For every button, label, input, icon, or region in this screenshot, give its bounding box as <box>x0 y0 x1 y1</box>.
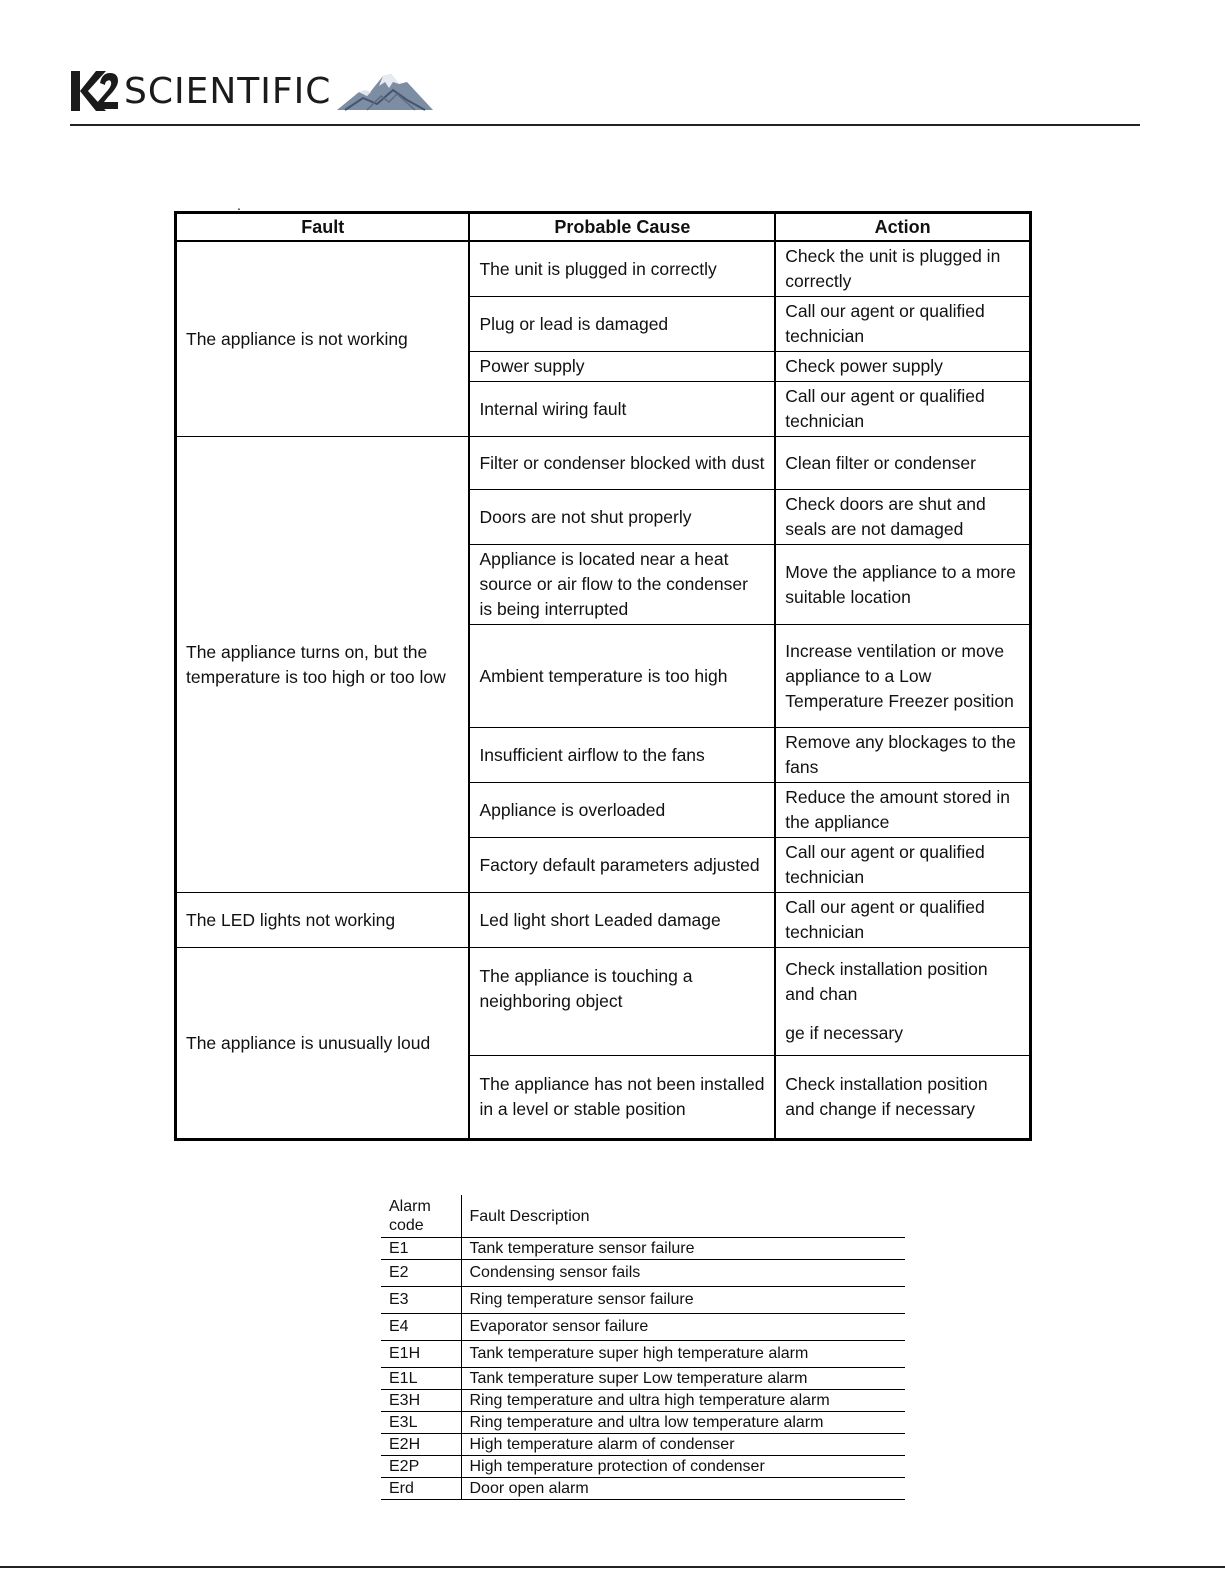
cause-cell: Plug or lead is damaged <box>469 297 775 352</box>
table-row <box>176 893 1031 948</box>
cause-cell: Internal wiring fault <box>469 382 775 437</box>
action-cell: Check the unit is plugged in correctly <box>775 241 1030 297</box>
fault-description: Condensing sensor fails <box>461 1260 905 1287</box>
fault-description: Ring temperature and ultra high temperature alarm <box>461 1390 905 1412</box>
action-cell <box>775 948 1030 1056</box>
table-row <box>381 1456 905 1478</box>
mountain-icon <box>337 70 433 112</box>
table-row <box>381 1412 905 1434</box>
fault-description: High temperature alarm of condenser <box>461 1434 905 1456</box>
k2-logo-mark-icon <box>70 69 120 113</box>
column-header-fault-description: Fault Description <box>461 1195 905 1238</box>
table-row <box>381 1341 905 1368</box>
cause-cell: The appliance has not been installed in a level or stable position <box>469 1056 775 1140</box>
table-row <box>381 1434 905 1456</box>
action-cell: Increase ventilation or move appliance to a Low Temperature Freezer position <box>775 625 1030 728</box>
fault-cell: The appliance turns on, but the temperature is too high or too low <box>176 437 470 893</box>
fault-description: Ring temperature and ultra low temperature alarm <box>461 1412 905 1434</box>
table-row <box>381 1390 905 1412</box>
fault-description: High temperature protection of condenser <box>461 1456 905 1478</box>
alarm-code: E1 <box>381 1238 461 1260</box>
table-row <box>176 241 1031 297</box>
action-cell: Check installation position and change if necessary <box>775 1056 1030 1140</box>
action-cell: Clean filter or condenser <box>775 437 1030 490</box>
table-row <box>176 437 1031 490</box>
company-logo <box>70 68 433 114</box>
action-text: Check installation position and chan <box>785 959 988 1004</box>
column-header-action: Action <box>775 213 1030 242</box>
cause-cell: Factory default parameters adjusted <box>469 838 775 893</box>
cause-cell: The appliance is touching a neighboring object <box>469 948 775 1056</box>
cause-cell: Insufficient airflow to the fans <box>469 728 775 783</box>
fault-description: Tank temperature super Low temperature alarm <box>461 1368 905 1390</box>
alarm-code: E4 <box>381 1314 461 1341</box>
alarm-code: E1H <box>381 1341 461 1368</box>
fault-cell: The LED lights not working <box>176 893 470 948</box>
fault-description: Tank temperature super high temperature alarm <box>461 1341 905 1368</box>
alarm-code: E2H <box>381 1434 461 1456</box>
alarm-code: E1L <box>381 1368 461 1390</box>
table-row <box>381 1238 905 1260</box>
fault-cell: The appliance is unusually loud <box>176 948 470 1140</box>
column-header-fault: Fault <box>176 213 470 242</box>
fault-description: Tank temperature sensor failure <box>461 1238 905 1260</box>
table-row <box>381 1478 905 1500</box>
action-cell: Call our agent or qualified technician <box>775 382 1030 437</box>
action-cell: Check doors are shut and seals are not damaged <box>775 490 1030 545</box>
alarm-header-row <box>381 1195 905 1238</box>
cause-cell: Appliance is located near a heat source or air flow to the condenser is being interrupted <box>469 545 775 625</box>
alarm-code-table <box>381 1195 905 1500</box>
column-header-alarm-code: Alarm code <box>381 1195 461 1238</box>
action-text-continued: ge if necessary <box>785 1023 903 1043</box>
cause-cell: Led light short Leaded damage <box>469 893 775 948</box>
action-cell: Reduce the amount stored in the appliance <box>775 783 1030 838</box>
action-cell: Remove any blockages to the fans <box>775 728 1030 783</box>
table-row <box>381 1260 905 1287</box>
alarm-code: Erd <box>381 1478 461 1500</box>
action-cell: Move the appliance to a more suitable location <box>775 545 1030 625</box>
table-row <box>381 1368 905 1390</box>
footer-divider <box>0 1566 1225 1568</box>
cause-cell: Filter or condenser blocked with dust <box>469 437 775 490</box>
fault-description: Evaporator sensor failure <box>461 1314 905 1341</box>
alarm-code: E2 <box>381 1260 461 1287</box>
cause-cell: Ambient temperature is too high <box>469 625 775 728</box>
action-cell: Check power supply <box>775 352 1030 382</box>
table-row <box>381 1314 905 1341</box>
cause-cell: Appliance is overloaded <box>469 783 775 838</box>
alarm-code: E2P <box>381 1456 461 1478</box>
troubleshooting-table <box>174 211 1032 1141</box>
alarm-code: E3H <box>381 1390 461 1412</box>
alarm-code: E3 <box>381 1287 461 1314</box>
table-row <box>381 1287 905 1314</box>
fault-description: Door open alarm <box>461 1478 905 1500</box>
header-divider <box>70 124 1140 126</box>
fault-cell: The appliance is not working <box>176 241 470 437</box>
column-header-cause: Probable Cause <box>469 213 775 242</box>
action-cell: Call our agent or qualified technician <box>775 297 1030 352</box>
cause-cell: Doors are not shut properly <box>469 490 775 545</box>
logo-text: SCIENTIFIC <box>124 70 332 112</box>
alarm-code: E3L <box>381 1412 461 1434</box>
action-cell: Call our agent or qualified technician <box>775 838 1030 893</box>
action-cell: Call our agent or qualified technician <box>775 893 1030 948</box>
table-row <box>176 948 1031 1056</box>
table-header-row <box>176 213 1031 242</box>
cause-cell: Power supply <box>469 352 775 382</box>
stray-dot: . <box>237 197 241 213</box>
cause-cell: The unit is plugged in correctly <box>469 241 775 297</box>
fault-description: Ring temperature sensor failure <box>461 1287 905 1314</box>
